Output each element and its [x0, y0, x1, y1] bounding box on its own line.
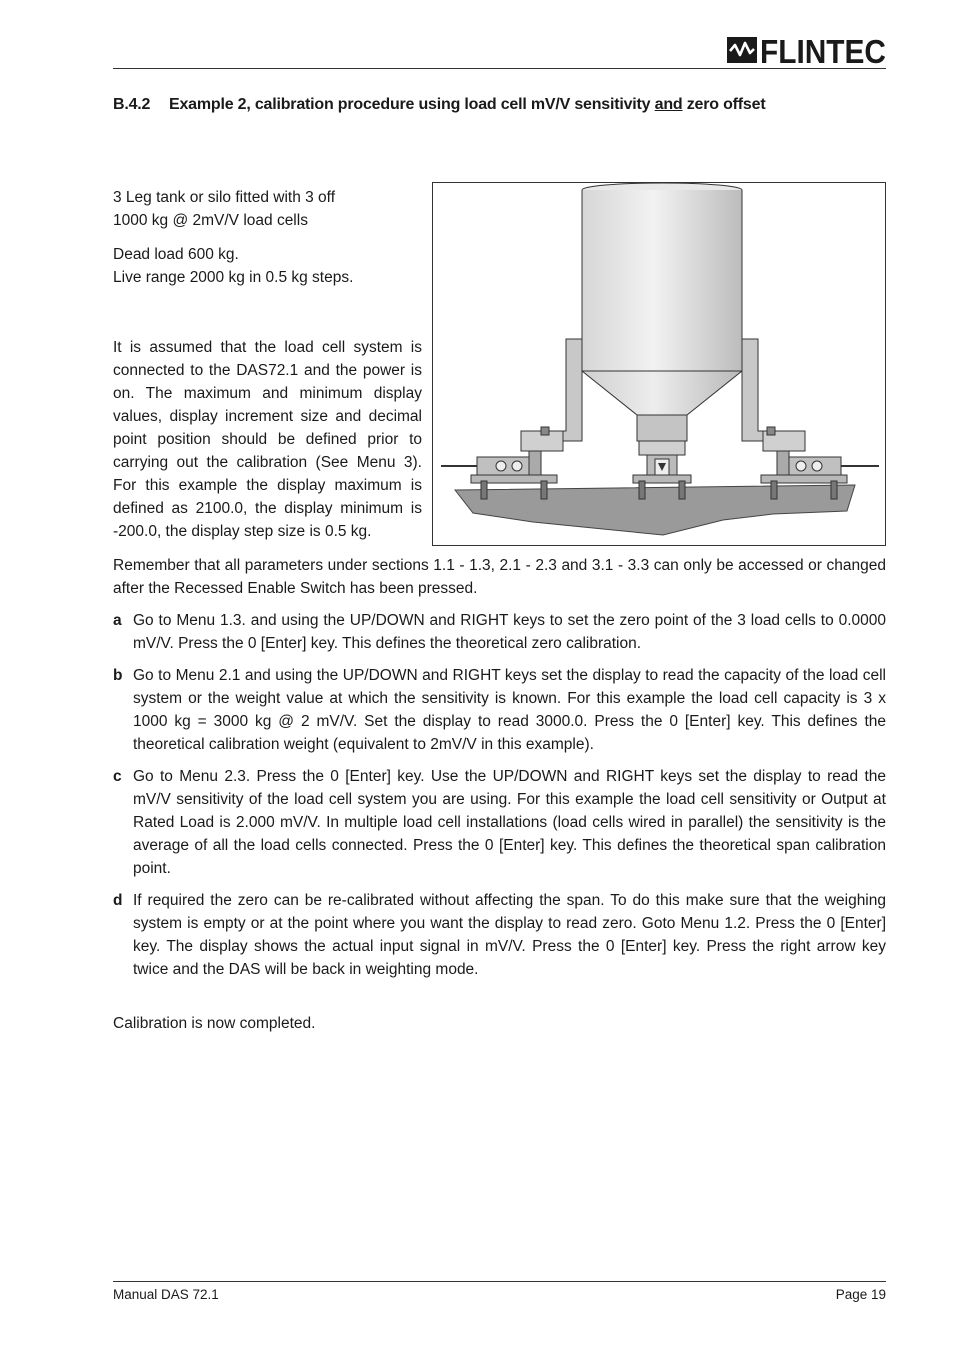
setup-line-2: 1000 kg @ 2mV/V load cells [113, 212, 308, 229]
setup-description [113, 186, 422, 232]
footer-manual-name: Manual DAS 72.1 [113, 1287, 219, 1302]
silo-diagram-svg [433, 183, 885, 545]
footer-rule [113, 1281, 886, 1282]
logo-wordmark: FLINTEC [760, 34, 886, 66]
step-label: c [113, 768, 122, 785]
setup-line-1: 3 Leg tank or silo fitted with 3 off [113, 189, 336, 206]
silo-cone [582, 371, 742, 415]
load-description [113, 243, 422, 289]
remember-paragraph: Remember that all parameters under sections 1.1 - 1.3, 2.1 - 2.3 and 3.1 - 3.3 can only be accessed or changed after the Recessed Enable Switch has been pressed. [113, 557, 886, 597]
step-text: If required the zero can be re-calibrated without affecting the span. To do this make sure that the weighing system is empty or at the point where you want the display to read zero. Goto Menu 1.2. Press the 0 [Enter] key. The display shows the actual input signal in mV/V. Press the 0 [Enter] key. Press the right arrow key twice and the DAS will be back in weighting mode. [133, 892, 886, 978]
section-title-end: zero offset [682, 96, 766, 113]
ground-slab [455, 485, 855, 535]
step-a [113, 609, 886, 655]
section-number: B.4.2 [113, 96, 151, 113]
step-c [113, 765, 886, 880]
silo-body [582, 190, 742, 371]
section-heading [113, 96, 886, 114]
assumption-paragraph: It is assumed that the load cell system is connected to the DAS72.1 and the power is on. The maximum and minimum display values, display increment size and decimal point position should be defined prior to carrying out the calibration (See Menu 3). For this example the display maximum is defined as 2100.0, the display minimum is -200.0, the display step size is 0.5 kg. [113, 339, 422, 540]
header-rule [113, 68, 886, 69]
silo-outlet [637, 415, 687, 441]
procedure-section [113, 554, 886, 1044]
left-load-cell [441, 427, 563, 499]
step-text: Go to Menu 2.1 and using the UP/DOWN and RIGHT keys set the display to read the capacity of the load cell system or the weight value at which the sensitivity is known. For this example the load cell capacity is 3 x 1000 kg = 3000 kg @ 2 mV/V. Set the display to read 3000.0. Press the 0 [Enter] key. This defines the theoretical calibration weight (equivalent to 2mV/V in this example). [133, 667, 886, 753]
step-text: Go to Menu 2.3. Press the 0 [Enter] key. Use the UP/DOWN and RIGHT keys set the display to read the mV/V sensitivity of the load cell system you are using. For this example the load cell sensitivity or Output at Rated Load is 2.000 mV/V. In multiple load cell installations (load cells wired in parallel) the sensitivity is the average of all the load cells connected. Press the 0 [Enter] key. This defines the theoretical span calibration point. [133, 768, 886, 877]
step-label: b [113, 667, 123, 684]
intro-column [113, 186, 422, 554]
live-range-line: Live range 2000 kg in 0.5 kg steps. [113, 269, 354, 286]
step-label: d [113, 892, 123, 909]
footer-page-number: Page 19 [835, 1287, 886, 1302]
left-bracket [541, 339, 582, 441]
step-text: Go to Menu 1.3. and using the UP/DOWN and RIGHT keys to set the zero point of the 3 load cells to 0.0000 mV/V. Press the 0 [Enter] key. This defines the theoretical zero calibration. [133, 612, 886, 652]
flintec-logo [727, 34, 886, 66]
section-title-underlined: and [654, 96, 683, 113]
section-title-start: Example 2, calibration procedure using load cell mV/V sensitivity [169, 96, 655, 113]
closing-line: Calibration is now completed. [113, 1015, 316, 1032]
right-bracket [742, 339, 783, 441]
step-b [113, 664, 886, 756]
dead-load-line: Dead load 600 kg. [113, 246, 239, 263]
silo-illustration [432, 182, 886, 546]
step-d [113, 889, 886, 981]
step-label: a [113, 612, 122, 629]
